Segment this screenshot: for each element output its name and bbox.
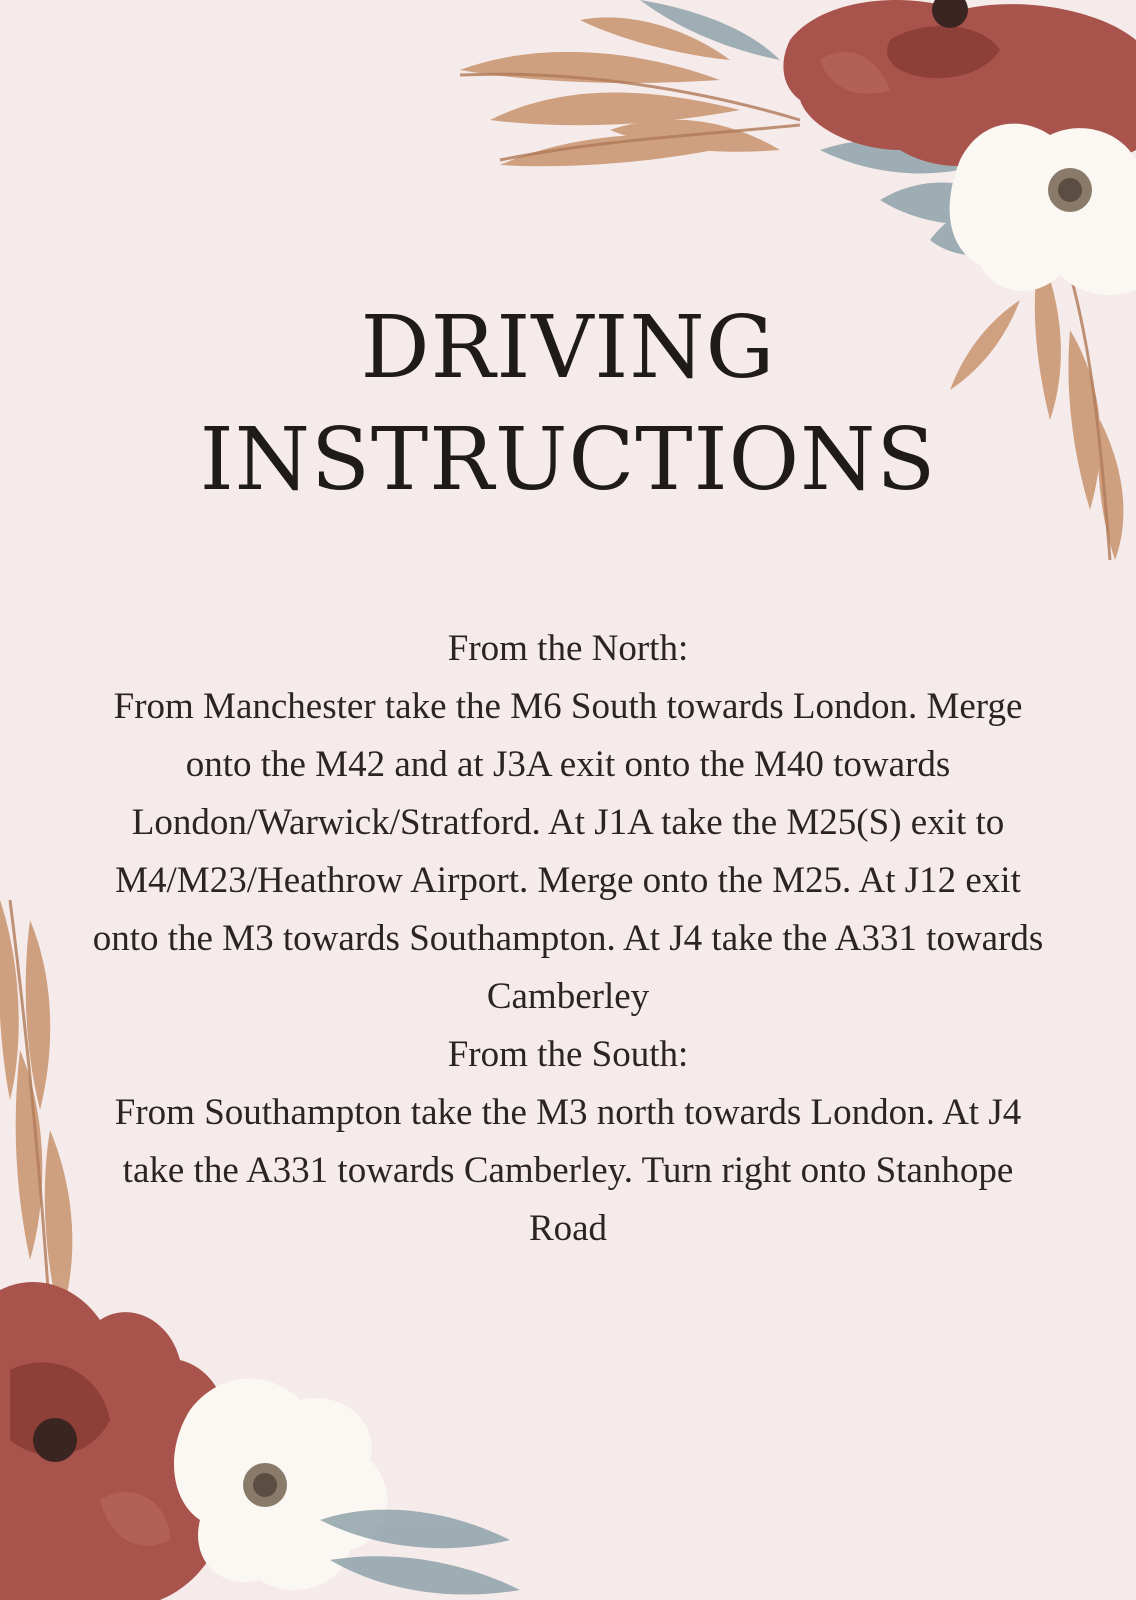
title-line-1: DRIVING: [360, 298, 776, 398]
page-title: [0, 292, 1136, 516]
north-directions: From Manchester take the M6 South towards London. Merge onto the M42 and at J3A exit onto the M40 towards London/Warwick/Stratford. At J1A take the M25(S) exit to M4/M23/Heathrow Airport. Merge onto the M25. At J12 exit onto the M3 towards Southampton. At J4 take the A331 towards Camberley: [92, 686, 1044, 1017]
north-heading: From the North:: [447, 628, 689, 669]
south-heading: From the South:: [447, 1034, 689, 1075]
directions-body: [90, 620, 1046, 1258]
title-line-2: INSTRUCTIONS: [199, 410, 937, 510]
south-directions: From Southampton take the M3 north towards London. At J4 take the A331 towards Camberley. Turn right onto Stanhope Road: [114, 1092, 1022, 1249]
